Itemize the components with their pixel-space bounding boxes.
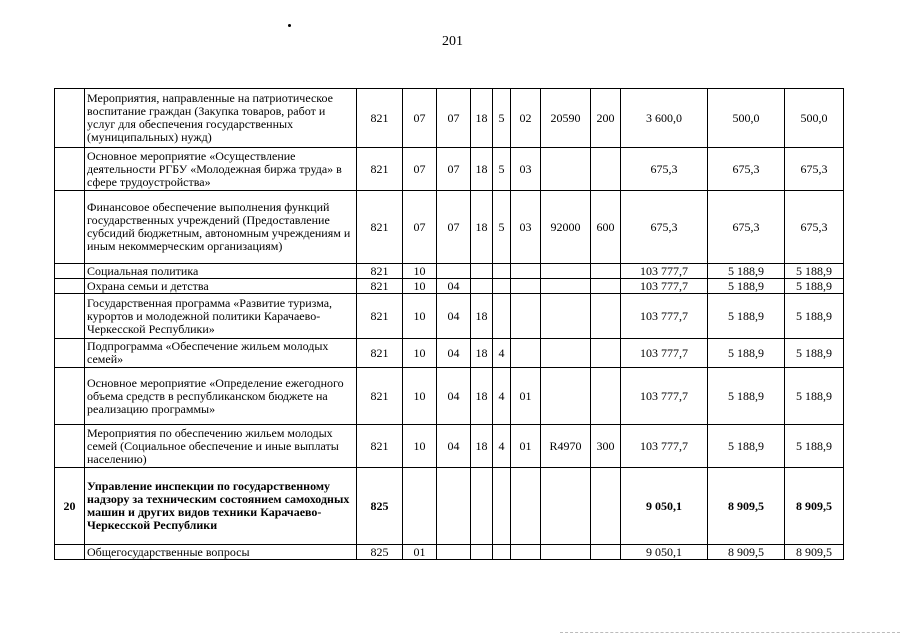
amount-year-2: 5 188,9	[708, 368, 785, 425]
row-number	[55, 89, 85, 148]
section-code: 10	[403, 279, 437, 294]
ministry-code: 821	[357, 279, 403, 294]
table-row	[55, 264, 844, 279]
row-number	[55, 264, 85, 279]
table-row	[55, 545, 844, 560]
amount-year-1: 103 777,7	[621, 279, 708, 294]
direction-code	[541, 545, 591, 560]
section-code: 07	[403, 89, 437, 148]
amount-year-2: 5 188,9	[708, 264, 785, 279]
amount-year-3: 5 188,9	[785, 368, 844, 425]
budget-table	[54, 88, 844, 560]
section-code: 07	[403, 191, 437, 264]
amount-year-3: 500,0	[785, 89, 844, 148]
expense-type-code: 600	[591, 191, 621, 264]
expense-type-code	[591, 148, 621, 191]
row-number	[55, 425, 85, 468]
direction-code	[541, 148, 591, 191]
expense-type-code	[591, 368, 621, 425]
subprogram-code: 4	[493, 425, 511, 468]
ministry-code: 821	[357, 148, 403, 191]
page-number: 201	[442, 34, 463, 49]
amount-year-1: 675,3	[621, 191, 708, 264]
amount-year-2: 5 188,9	[708, 279, 785, 294]
amount-year-1: 103 777,7	[621, 425, 708, 468]
subprogram-code: 5	[493, 191, 511, 264]
direction-code	[541, 264, 591, 279]
expense-type-code: 300	[591, 425, 621, 468]
subprogram-code: 4	[493, 368, 511, 425]
ministry-code: 825	[357, 545, 403, 560]
event-code	[511, 339, 541, 368]
subsection-code: 04	[437, 294, 471, 339]
table-row	[55, 294, 844, 339]
amount-year-2: 675,3	[708, 148, 785, 191]
program-code: 18	[471, 294, 493, 339]
item-name: Общегосударственные вопросы	[85, 545, 357, 560]
event-code: 03	[511, 191, 541, 264]
expense-type-code	[591, 264, 621, 279]
amount-year-2: 675,3	[708, 191, 785, 264]
section-code	[403, 468, 437, 545]
direction-code	[541, 339, 591, 368]
subprogram-code	[493, 545, 511, 560]
section-code: 10	[403, 425, 437, 468]
subprogram-code	[493, 468, 511, 545]
amount-year-2: 5 188,9	[708, 294, 785, 339]
subsection-code	[437, 468, 471, 545]
subsection-code: 07	[437, 148, 471, 191]
row-number	[55, 368, 85, 425]
direction-code	[541, 279, 591, 294]
amount-year-3: 5 188,9	[785, 264, 844, 279]
expense-type-code: 200	[591, 89, 621, 148]
subsection-code: 04	[437, 279, 471, 294]
subsection-code: 04	[437, 339, 471, 368]
program-code: 18	[471, 368, 493, 425]
table-row	[55, 191, 844, 264]
expense-type-code	[591, 545, 621, 560]
amount-year-1: 9 050,1	[621, 468, 708, 545]
row-number	[55, 148, 85, 191]
row-number	[55, 339, 85, 368]
amount-year-1: 675,3	[621, 148, 708, 191]
table-row	[55, 148, 844, 191]
scan-speck	[288, 24, 291, 27]
section-code: 10	[403, 339, 437, 368]
subprogram-code: 4	[493, 339, 511, 368]
program-code: 18	[471, 148, 493, 191]
subprogram-code	[493, 294, 511, 339]
program-code: 18	[471, 191, 493, 264]
amount-year-3: 8 909,5	[785, 468, 844, 545]
table-row	[55, 339, 844, 368]
item-name: Охрана семьи и детства	[85, 279, 357, 294]
event-code	[511, 264, 541, 279]
ministry-code: 821	[357, 264, 403, 279]
ministry-code: 821	[357, 339, 403, 368]
event-code	[511, 545, 541, 560]
amount-year-2: 500,0	[708, 89, 785, 148]
subsection-code	[437, 264, 471, 279]
direction-code: 20590	[541, 89, 591, 148]
direction-code	[541, 468, 591, 545]
row-number	[55, 294, 85, 339]
amount-year-1: 103 777,7	[621, 264, 708, 279]
row-number: 20	[55, 468, 85, 545]
subprogram-code: 5	[493, 89, 511, 148]
table-row	[55, 468, 844, 545]
section-code: 10	[403, 294, 437, 339]
expense-type-code	[591, 339, 621, 368]
event-code: 03	[511, 148, 541, 191]
subsection-code: 04	[437, 425, 471, 468]
event-code: 02	[511, 89, 541, 148]
expense-type-code	[591, 294, 621, 339]
subsection-code: 07	[437, 89, 471, 148]
amount-year-2: 8 909,5	[708, 468, 785, 545]
program-code	[471, 279, 493, 294]
scan-edge-line	[560, 632, 900, 634]
item-name: Государственная программа «Развитие туризма, курортов и молодежной политики Карачаево-Черкесской Республики»	[85, 294, 357, 339]
subsection-code	[437, 545, 471, 560]
section-code: 01	[403, 545, 437, 560]
expense-type-code	[591, 468, 621, 545]
direction-code	[541, 368, 591, 425]
subsection-code: 07	[437, 191, 471, 264]
item-name: Основное мероприятие «Определение ежегодного объема средств в республиканском бюджете на реализацию программы»	[85, 368, 357, 425]
ministry-code: 825	[357, 468, 403, 545]
amount-year-2: 8 909,5	[708, 545, 785, 560]
amount-year-3: 675,3	[785, 191, 844, 264]
direction-code: R4970	[541, 425, 591, 468]
program-code	[471, 545, 493, 560]
table-row	[55, 279, 844, 294]
expense-type-code	[591, 279, 621, 294]
program-code: 18	[471, 89, 493, 148]
event-code	[511, 294, 541, 339]
program-code: 18	[471, 339, 493, 368]
subprogram-code	[493, 279, 511, 294]
amount-year-1: 103 777,7	[621, 294, 708, 339]
amount-year-3: 8 909,5	[785, 545, 844, 560]
amount-year-1: 103 777,7	[621, 368, 708, 425]
table-row	[55, 368, 844, 425]
amount-year-1: 3 600,0	[621, 89, 708, 148]
subprogram-code	[493, 264, 511, 279]
row-number	[55, 191, 85, 264]
table-row	[55, 89, 844, 148]
direction-code	[541, 294, 591, 339]
event-code	[511, 468, 541, 545]
amount-year-3: 5 188,9	[785, 294, 844, 339]
event-code	[511, 279, 541, 294]
amount-year-3: 5 188,9	[785, 279, 844, 294]
amount-year-2: 5 188,9	[708, 425, 785, 468]
amount-year-1: 9 050,1	[621, 545, 708, 560]
program-code	[471, 264, 493, 279]
program-code: 18	[471, 425, 493, 468]
ministry-code: 821	[357, 191, 403, 264]
section-code: 07	[403, 148, 437, 191]
program-code	[471, 468, 493, 545]
amount-year-1: 103 777,7	[621, 339, 708, 368]
item-name: Основное мероприятие «Осуществление деятельности РГБУ «Молодежная биржа труда» в сфере трудоустройства»	[85, 148, 357, 191]
item-name: Мероприятия, направленные на патриотическое воспитание граждан (Закупка товаров, работ и услуг для обеспечения государственных (муниципальных) нужд)	[85, 89, 357, 148]
ministry-code: 821	[357, 89, 403, 148]
item-name: Мероприятия по обеспечению жильем молодых семей (Социальное обеспечение и иные выплаты населению)	[85, 425, 357, 468]
direction-code: 92000	[541, 191, 591, 264]
subprogram-code: 5	[493, 148, 511, 191]
row-number	[55, 279, 85, 294]
item-name: Финансовое обеспечение выполнения функций государственных учреждений (Предоставление субсидий бюджетным, автономным учреждениям и иным некоммерческим организациям)	[85, 191, 357, 264]
item-name: Управление инспекции по государственному надзору за техническим состоянием самоходных машин и других видов техники Карачаево-Черкесской Республики	[85, 468, 357, 545]
section-code: 10	[403, 368, 437, 425]
ministry-code: 821	[357, 368, 403, 425]
table-row	[55, 425, 844, 468]
amount-year-3: 5 188,9	[785, 425, 844, 468]
ministry-code: 821	[357, 425, 403, 468]
item-name: Подпрограмма «Обеспечение жильем молодых семей»	[85, 339, 357, 368]
amount-year-3: 5 188,9	[785, 339, 844, 368]
ministry-code: 821	[357, 294, 403, 339]
event-code: 01	[511, 368, 541, 425]
row-number	[55, 545, 85, 560]
subsection-code: 04	[437, 368, 471, 425]
amount-year-2: 5 188,9	[708, 339, 785, 368]
item-name: Социальная политика	[85, 264, 357, 279]
event-code: 01	[511, 425, 541, 468]
amount-year-3: 675,3	[785, 148, 844, 191]
section-code: 10	[403, 264, 437, 279]
